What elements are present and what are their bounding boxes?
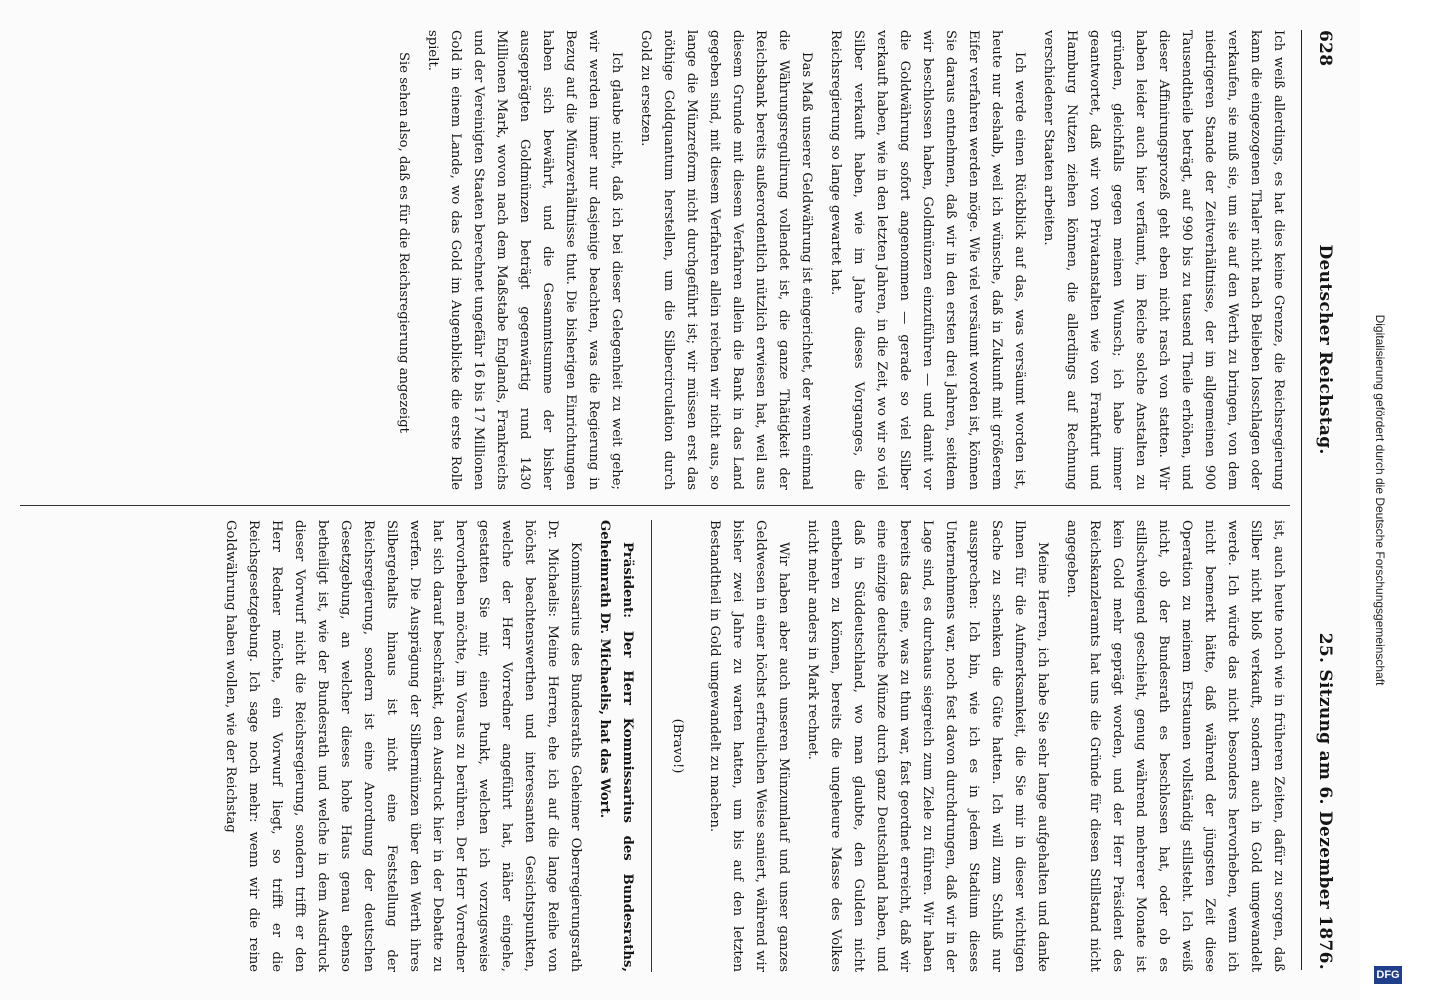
left-text-column: [14, 30, 1290, 490]
paragraph: Sie sehen also, daß es für die Reichsregierung angezeigt: [396, 52, 411, 433]
dfg-logo: DFG: [1374, 966, 1402, 984]
right-text-column: [14, 520, 1290, 972]
paragraph: Wir haben aber auch unseren Münzumlauf und unser ganzes Geldwesen in einer höchst erfreulichen Weise saniert, während wir bisher zwei Jahre zu warten hatten, um bis auf den letzten Bestandtheil in Gold umgewandelt zu machen.: [707, 520, 791, 972]
funding-notice: Digitalisierung gefördert durch die Deutsche Forschungsgemeinschaft: [1373, 314, 1387, 686]
page-number: 628: [1315, 30, 1335, 67]
paragraph: Ich glaube nicht, daß ich bei dieser Gelegenheit zu weit gehe; wir werden immer nur dasjenige beachten, was die Regierung in Bezug auf die Münzverhältnisse thut. Die bisherigen Einrichtungen haben sich bewährt, und die Gesammtsumme der bisher ausgeprägten Goldmünzen beträgt gegenwärtig rund 1430 Millionen Mark, wovon nach dem Maßstabe Englands, Frankreichs und der Vereinigten Staaten berechnet ungefähr 16 bis 17 Millionen Gold in einem Lande, wo das Gold im Augenblicke die erste Rolle spielt.: [425, 30, 624, 490]
paragraph: Das Maß unserer Geldwährung ist eingerichtet, der wenn einmal die Währungsregulirung vollendet ist, die ganze Thätigkeit der Reichsbank bereits außerordentlich nützlich erwiesen hat, weil aus diesem Grunde mit diesem Verfahren allein die Bank in das Land gegeben sind, mit diesem Verfahren allein reichen wir nicht aus, so lange die Münzreform nicht durchgeführt ist; wir müssen erst das nöthige Goldquantum herstellen, um die Silbercirculation durch Gold zu ersetzen.: [638, 30, 814, 490]
column-divider: [20, 505, 1290, 506]
page-header: [1301, 30, 1348, 970]
president-speech: Präsident: Der Herr Kommissarius des Bundesraths, Geheimrath Dr. Michaelis, hat das Wort.: [597, 520, 635, 972]
paragraph: Meine Herren, ich habe Sie sehr lange aufgehalten und danke Ihnen für die Aufmerksamkeit, die Sie mir in dieser wichtigen Sache zu schenken die Güte hatten. Ich will zum Schluß nur aussprechen: Ich bin, wie ich es in jedem Stadium dieses Unternehmens war, noch fest davon durchdrungen, daß wir in der Lage sind, es durchaus siegreich zum Ziele zu führen. Wir haben bereits das eine, was zu thun war, fast geordnet erreicht, daß wir eine einzige deutsche Münze durch ganz Deutschland haben, und daß in Süddeutschland, wo man glaubte, den Gulden nicht entbehren zu können, bereits die ungeheure Masse des Volkes nicht mehr anders in Mark rechnet.: [805, 520, 1050, 972]
paragraph: Ich weiß allerdings, es hat dies keine Grenze, die Reichsregierung kann die eingezogenen Thaler nicht nach Belieben losschlagen oder verkaufen, sie muß sie, um sie auf den Werth zu bringen, von dem niedrigeren Stande der Zeitverhältnisse, der im allgemeinen 900 Tausendtheile beträgt, auf 990 bis zu tausend Theile erhöhen, und dieser Affinirungsprozeß geht eben nicht rasch von statten. Wir haben leider auch hier verfäumt, im Reiche solche Anstalten zu gründen, gleichfalls gegen meinen Wunsch; ich habe immer geantwortet, daß wir von Privatanstalten wie von Frankfurt und Hamburg Nutzen ziehen können, die allerdings auf Rechnung verschiedener Staaten arbeiten.: [1041, 30, 1286, 490]
paragraph: Ich werde einen Rückblick auf das, was versäumt worden ist, heute nur deshalb, weil ich wünsche, daß in Zukunft mit größerem Eifer verfahren werden möge. Wie viel versäumt worden ist, können Sie daraus entnehmen, daß wir in den ersten drei Jahren, seitdem wir beschlossen haben, Goldmünzen einzuführen — und damit vor die Goldwährung sofort angenommen — gerade so viel Silber verkauft haben, wie in den letzten Jahren, in die Zeit, wo wir so viel Silber verkauft haben, wie im Jahre dieses Vorganges, die Reichsregierung so lange gewartet hat.: [828, 30, 1027, 490]
paragraph: ist, auch heute noch wie in früheren Zeiten, dafür zu sorgen, daß Silber nicht bloß verkauft, sondern auch in Gold umgewandelt werde. Ich würde das nicht besonders hervorheben, wenn ich nicht bemerkt hätte, daß während der jüngsten Zeit diese Operation zu meinem Erstaunen vollständig stillsteht. Ich weiß nicht, ob der Bundesrath es beschlossen hat, oder ob es stillschweigend geschieht, genug während mehrerer Monate ist kein Gold mehr geprägt worden, und der Herr Präsident des Reichskanzleramts hat uns die Gründe für diesen Stillstand nicht angegeben.: [1064, 520, 1286, 972]
section-rule: [651, 520, 652, 972]
applause-note: (Bravo!): [670, 718, 685, 774]
session-date: 25. Sitzung am 6. Dezember 1876.: [1315, 632, 1335, 970]
digitization-side-strip: [1360, 0, 1432, 1000]
publication-title: Deutscher Reichstag.: [1315, 244, 1335, 455]
paragraph: Kommissarius des Bundesraths Geheimer Oberregierungsrath Dr. Michaelis: Meine Herren, ehe ich auf die lange Reihe von höchst beachtenswerthen und interessanten Gesichtspunkten, welche der Herr Vorredner angeführt hat, näher eingehe, gestatten Sie mir, einen Punkt, welchen ich vorzugsweise hervorheben möchte, im Voraus zu berühren. Der Herr Vorredner hat sich darauf beschränkt, den Ausdruck hier in der Debatte zu werfen. Die Ausprägung der Silbermünzen über den Werth ihres Silbergehalts hinaus ist nicht eine Feststellung der Reichsregierung, sondern ist eine Anordnung der deutschen Gesetzgebung, an welcher dieses hohe Haus genau ebenso betheiligt ist, wie der Bundesrath und welche in dem Ausdruck dieser Vorwurf nicht die Reichsregierung, sondern trifft er den Herr Redner möchte, ein Vorwurf liegt, so trifft er die Reichsgesetzgebung. Ich sage noch mehr: wenn wir die reine Goldwährung haben wollen, wie der Reichstag: [223, 520, 583, 972]
